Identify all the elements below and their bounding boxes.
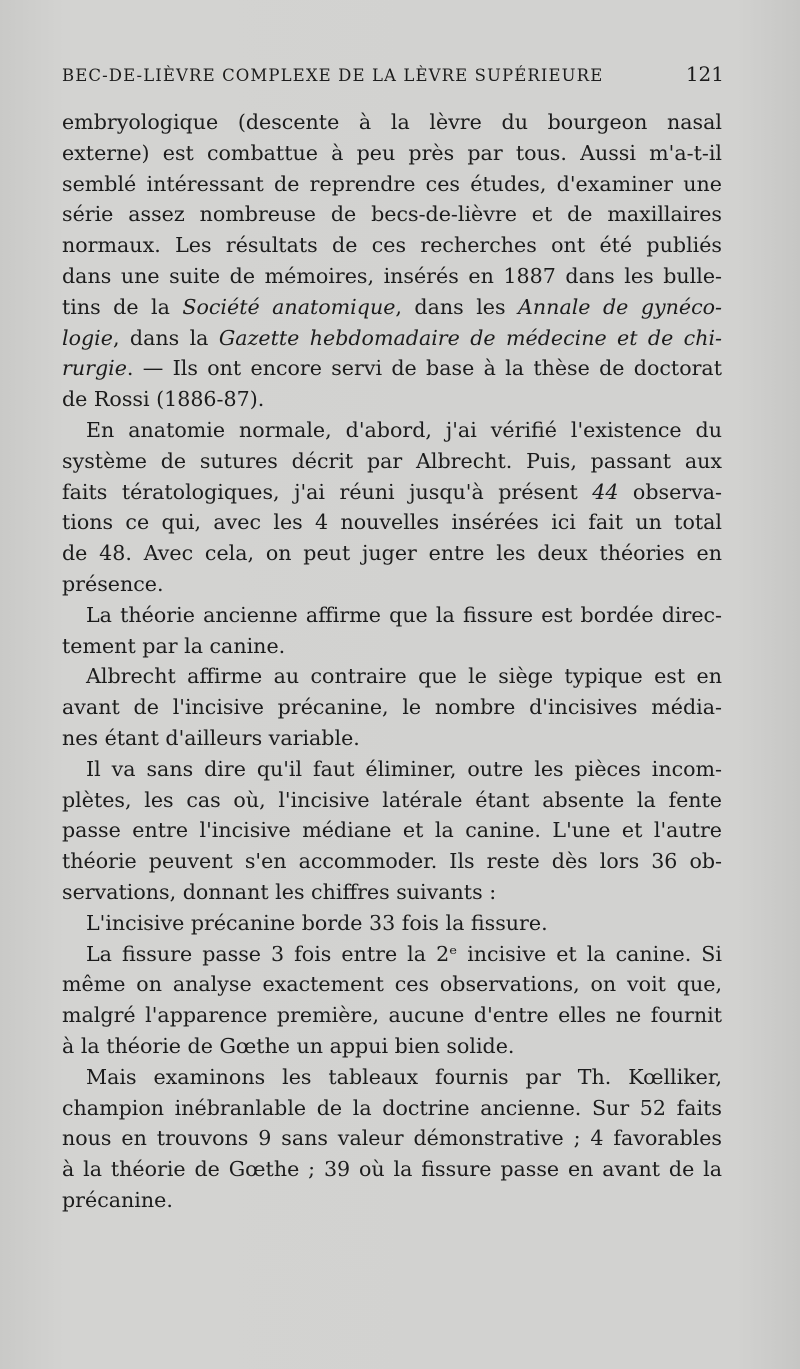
text-segment: L'incisive précanine borde 33 fois la fissure. — [86, 910, 548, 935]
text-segment: La théorie ancienne affirme que la fissure est bordée direc- — [86, 602, 722, 627]
text-segment: tins de la — [62, 294, 183, 319]
text-segment: à la théorie de Gœthe ; 39 où la fissure passe en avant de la — [62, 1157, 722, 1182]
text-line — [62, 138, 722, 169]
running-header — [62, 62, 724, 86]
italic-text: Société anatomique — [182, 294, 396, 319]
text-line — [62, 754, 722, 785]
text-segment: à la théorie de Gœthe un appui bien solide. — [62, 1033, 515, 1058]
text-line — [62, 384, 722, 415]
text-line — [62, 1093, 722, 1124]
text-segment: malgré l'apparence première, aucune d'entre elles ne fournit — [62, 1003, 722, 1028]
text-line — [62, 169, 722, 200]
text-segment: observa- — [618, 479, 722, 504]
italic-text: 44 — [592, 479, 619, 504]
italic-text: Annale de gynéco- — [518, 294, 722, 319]
text-segment: faits tératologiques, j'ai réuni jusqu'à présent — [62, 479, 593, 504]
italic-text: logie — [62, 325, 113, 350]
italic-text: Gazette hebdomadaire de médecine et de chi- — [218, 325, 722, 350]
text-line — [62, 1154, 722, 1185]
text-segment: système de sutures décrit par Albrecht. Puis, passant aux — [62, 448, 722, 473]
text-segment: série assez nombreuse de becs-de-lièvre et de maxillaires — [62, 202, 722, 227]
page-number: 121 — [685, 62, 724, 86]
text-line — [62, 600, 722, 631]
text-segment: nous en trouvons 9 sans valeur démonstrative ; 4 favorables — [62, 1126, 722, 1151]
text-line — [62, 661, 722, 692]
text-segment: , dans la — [112, 325, 219, 350]
text-line — [62, 199, 722, 230]
text-line — [62, 1031, 722, 1062]
text-segment: nes étant d'ailleurs variable. — [62, 725, 360, 750]
text-segment: Albrecht affirme au contraire que le siège typique est en — [86, 664, 722, 689]
text-line — [62, 692, 722, 723]
text-line — [62, 507, 722, 538]
text-line — [62, 815, 722, 846]
text-segment: même on analyse exactement ces observations, on voit que, — [62, 972, 722, 997]
text-segment: externe) est combattue à peu près par tous. Aussi m'a-t-il — [62, 140, 722, 165]
text-segment: normaux. Les résultats de ces recherches ont été publiés — [62, 233, 722, 258]
text-segment: embryologique (descente à la lèvre du bourgeon nasal — [62, 110, 722, 134]
text-line — [62, 107, 722, 138]
text-line — [62, 446, 722, 477]
text-line — [62, 723, 722, 754]
text-line — [62, 1000, 722, 1031]
text-line — [62, 631, 722, 662]
text-line — [62, 538, 722, 569]
text-line — [62, 877, 722, 908]
text-line — [62, 1123, 722, 1154]
text-line — [62, 939, 722, 970]
text-segment: La fissure passe 3 fois entre la 2ᵉ incisive et la canine. Si — [86, 941, 722, 966]
text-segment: passe entre l'incisive médiane et la canine. L'une et l'autre — [62, 818, 722, 843]
text-segment: servations, donnant les chiffres suivants : — [62, 879, 497, 904]
text-line — [62, 785, 722, 816]
body-text — [62, 107, 722, 1216]
text-line — [62, 261, 722, 292]
text-segment: présence. — [62, 571, 164, 596]
text-segment: théorie peuvent s'en accommoder. Ils reste dès lors 36 ob- — [62, 849, 722, 874]
text-segment: plètes, les cas où, l'incisive latérale étant absente la fente — [62, 787, 722, 812]
text-line — [62, 1062, 722, 1093]
text-line — [62, 846, 722, 877]
text-line — [62, 323, 722, 354]
text-segment: . — Ils ont encore servi de base à la thèse de doctorat — [126, 356, 722, 381]
text-segment: , dans les — [395, 294, 519, 319]
text-line — [62, 569, 722, 600]
text-line — [62, 353, 722, 384]
text-segment: de Rossi (1886-87). — [62, 387, 265, 412]
text-segment: précanine. — [62, 1187, 173, 1212]
text-line — [62, 230, 722, 261]
text-segment: dans une suite de mémoires, insérés en 1887 dans les bulle- — [62, 263, 722, 288]
text-segment: de 48. Avec cela, on peut juger entre les deux théories en — [62, 541, 722, 566]
text-segment: semblé intéressant de reprendre ces études, d'examiner une — [62, 171, 722, 196]
text-segment: avant de l'incisive précanine, le nombre d'incisives média- — [62, 695, 722, 720]
text-line — [62, 908, 722, 939]
text-line — [62, 292, 722, 323]
text-line — [62, 477, 722, 508]
text-line — [62, 1185, 722, 1216]
text-line — [62, 969, 722, 1000]
text-segment: Il va sans dire qu'il faut éliminer, outre les pièces incom- — [86, 756, 722, 781]
running-title: BEC-DE-LIÈVRE COMPLEXE DE LA LÈVRE SUPÉRIEURE — [62, 66, 604, 85]
text-line — [62, 415, 722, 446]
text-segment: champion inébranlable de la doctrine ancienne. Sur 52 faits — [62, 1095, 722, 1120]
italic-text: rurgie — [62, 356, 127, 381]
text-segment: En anatomie normale, d'abord, j'ai vérifié l'existence du — [86, 417, 722, 442]
text-segment: Mais examinons les tableaux fournis par Th. Kœlliker, — [86, 1064, 722, 1089]
text-segment: tions ce qui, avec les 4 nouvelles insérées ici fait un total — [62, 510, 722, 535]
text-segment: tement par la canine. — [62, 633, 286, 658]
